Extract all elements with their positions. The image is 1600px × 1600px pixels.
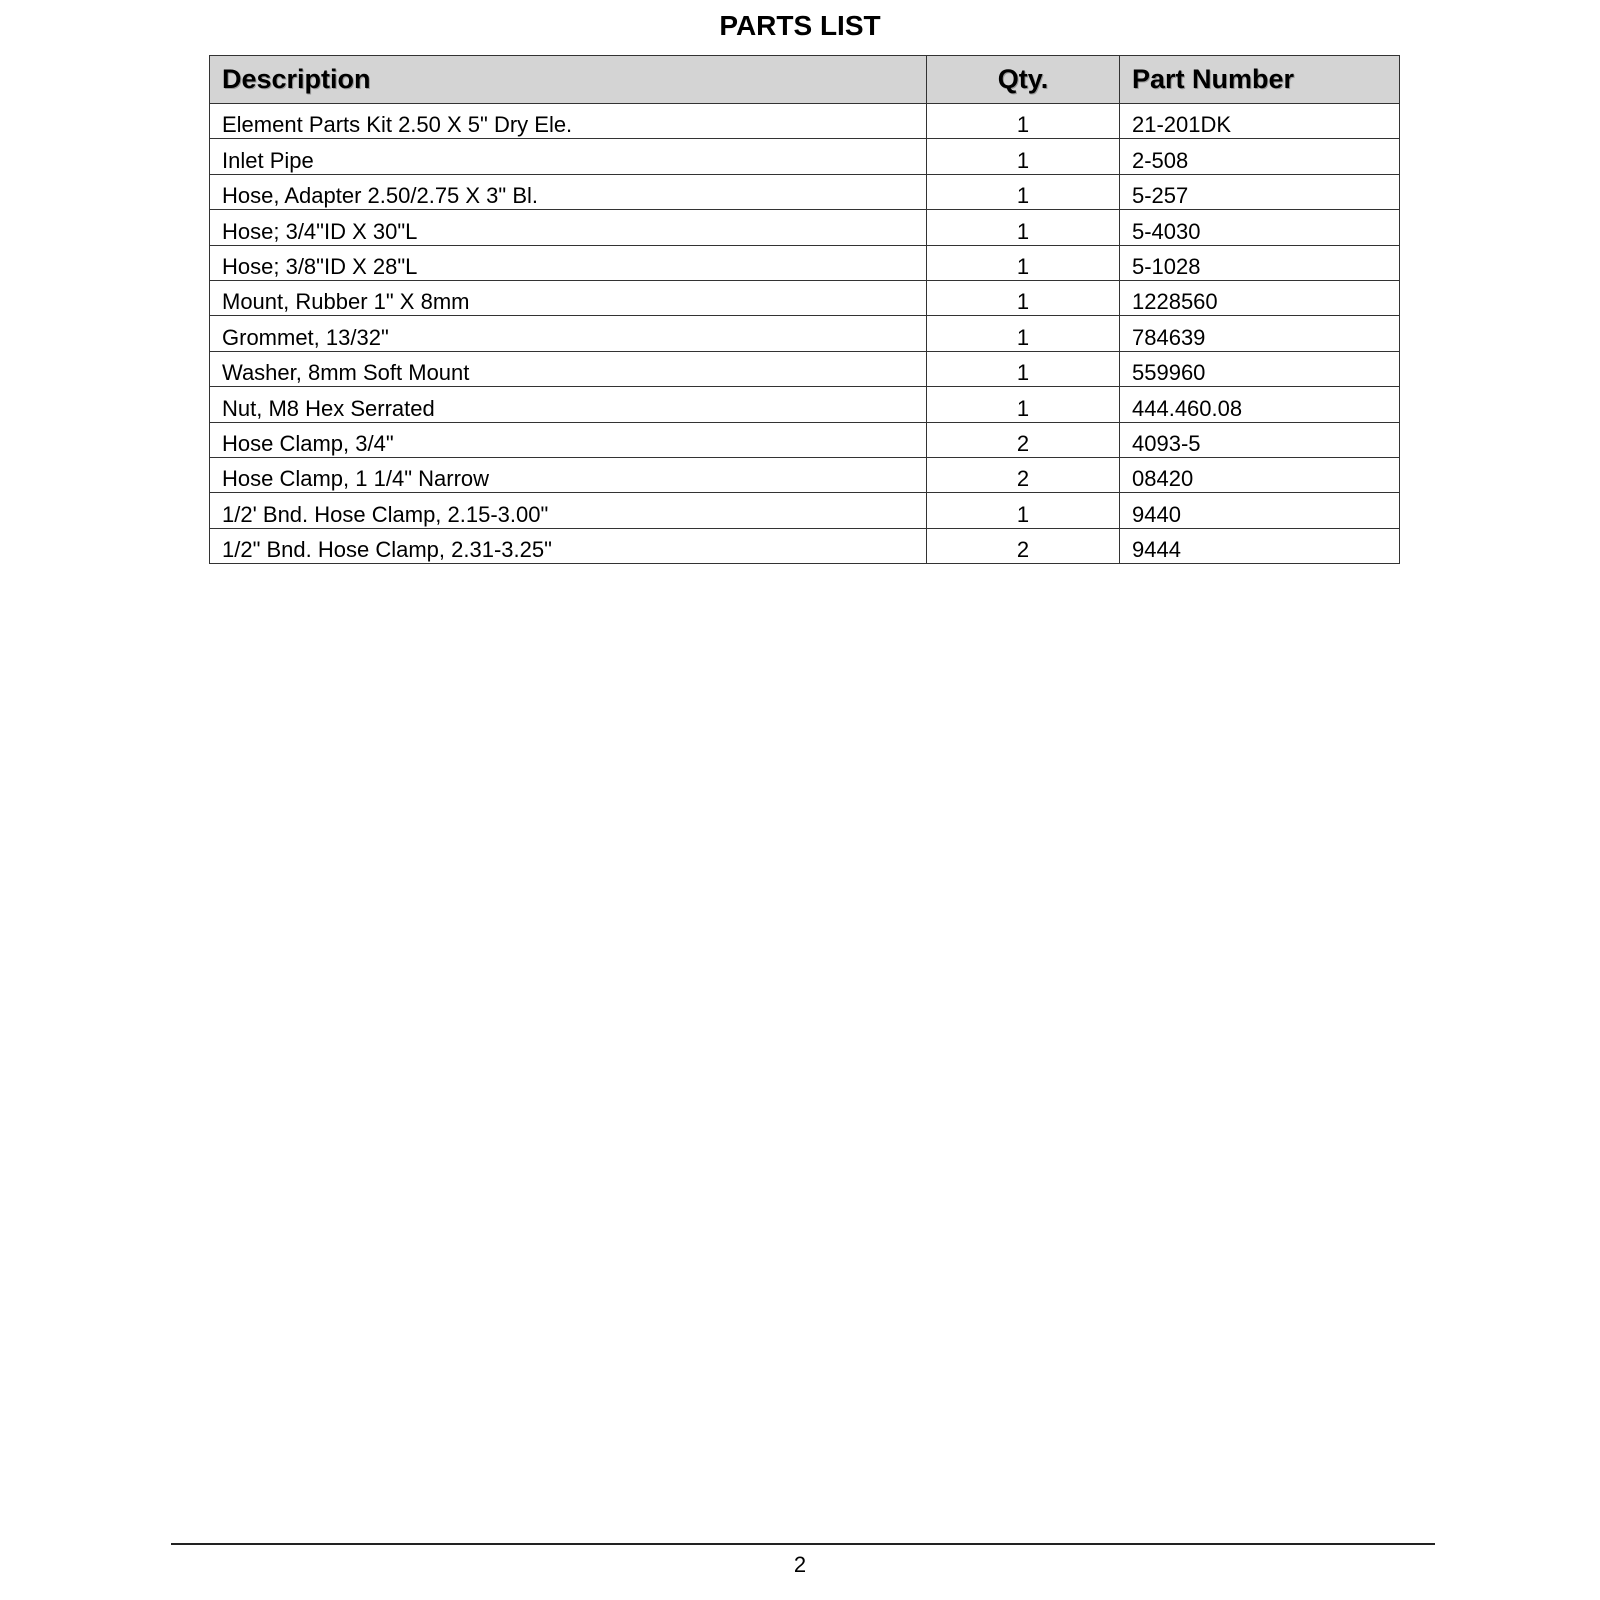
cell-part-number: 559960	[1120, 351, 1400, 386]
cell-part-number: 444.460.08	[1120, 387, 1400, 422]
cell-qty: 1	[927, 245, 1120, 280]
table-row	[210, 351, 1400, 386]
header-description: Description	[210, 56, 927, 104]
page-number: 2	[793, 1552, 807, 1577]
table-row	[210, 422, 1400, 457]
cell-description: Nut, M8 Hex Serrated	[210, 387, 927, 422]
cell-part-number: 9440	[1120, 493, 1400, 528]
table-row	[210, 174, 1400, 209]
table-row	[210, 457, 1400, 492]
cell-qty: 1	[927, 280, 1120, 315]
cell-part-number: 1228560	[1120, 280, 1400, 315]
cell-part-number: 5-1028	[1120, 245, 1400, 280]
cell-part-number: 2-508	[1120, 139, 1400, 174]
table-row	[210, 104, 1400, 139]
cell-qty: 1	[927, 104, 1120, 139]
table-row	[210, 280, 1400, 315]
table-row	[210, 387, 1400, 422]
page-title: PARTS LIST	[719, 10, 881, 41]
cell-qty: 2	[927, 422, 1120, 457]
cell-qty: 1	[927, 493, 1120, 528]
parts-table	[209, 55, 1400, 564]
table-row	[210, 139, 1400, 174]
cell-qty: 1	[927, 316, 1120, 351]
cell-description: Inlet Pipe	[210, 139, 927, 174]
cell-part-number: 08420	[1120, 457, 1400, 492]
cell-description: Mount, Rubber 1" X 8mm	[210, 280, 927, 315]
cell-qty: 1	[927, 351, 1120, 386]
cell-qty: 1	[927, 139, 1120, 174]
cell-description: Element Parts Kit 2.50 X 5" Dry Ele.	[210, 104, 927, 139]
cell-qty: 2	[927, 528, 1120, 563]
cell-part-number: 9444	[1120, 528, 1400, 563]
cell-description: Hose Clamp, 3/4"	[210, 422, 927, 457]
table-header-row	[210, 56, 1400, 104]
cell-description: Washer, 8mm Soft Mount	[210, 351, 927, 386]
cell-description: Hose; 3/4"ID X 30"L	[210, 210, 927, 245]
cell-qty: 1	[927, 210, 1120, 245]
header-qty: Qty.	[927, 56, 1120, 104]
cell-qty: 1	[927, 174, 1120, 209]
cell-part-number: 21-201DK	[1120, 104, 1400, 139]
cell-description: Hose, Adapter 2.50/2.75 X 3" Bl.	[210, 174, 927, 209]
table-row	[210, 316, 1400, 351]
cell-description: Grommet, 13/32"	[210, 316, 927, 351]
header-part-number: Part Number	[1120, 56, 1400, 104]
footer-divider	[171, 1543, 1435, 1545]
table-row	[210, 245, 1400, 280]
table-row	[210, 210, 1400, 245]
cell-qty: 2	[927, 457, 1120, 492]
table-row	[210, 528, 1400, 563]
cell-qty: 1	[927, 387, 1120, 422]
cell-part-number: 784639	[1120, 316, 1400, 351]
cell-part-number: 4093-5	[1120, 422, 1400, 457]
cell-description: Hose; 3/8"ID X 28"L	[210, 245, 927, 280]
table-row	[210, 493, 1400, 528]
cell-description: 1/2' Bnd. Hose Clamp, 2.15-3.00"	[210, 493, 927, 528]
cell-part-number: 5-4030	[1120, 210, 1400, 245]
cell-part-number: 5-257	[1120, 174, 1400, 209]
cell-description: 1/2" Bnd. Hose Clamp, 2.31-3.25"	[210, 528, 927, 563]
cell-description: Hose Clamp, 1 1/4" Narrow	[210, 457, 927, 492]
